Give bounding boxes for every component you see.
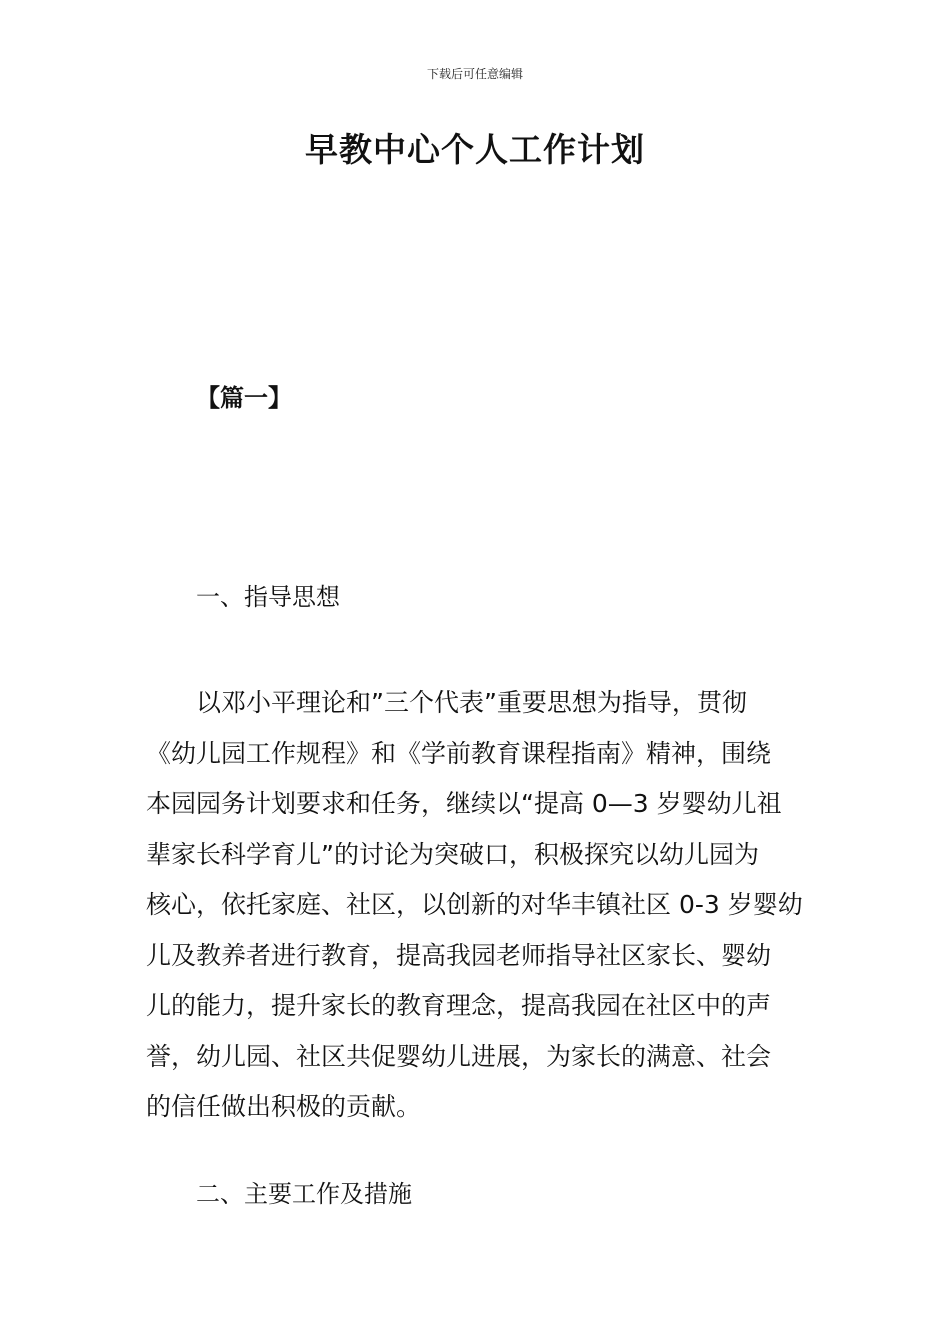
paragraph-line: 誉，幼儿园、社区共促婴幼儿进展，为家长的满意、社会 xyxy=(146,1041,772,1071)
paragraph-line: 的信任做出积极的贡献。 xyxy=(146,1092,422,1121)
section-marker: 【篇一】 xyxy=(196,384,292,412)
paragraph-line: 儿的能力，提升家长的教育理念，提高我园在社区中的声 xyxy=(146,991,772,1020)
paragraph-line: 核心，依托家庭、社区，以创新的对华丰镇社区 0-3 岁婴幼 xyxy=(146,890,803,919)
body-paragraph xyxy=(146,678,806,1133)
header-note: 下载后可任意编辑 xyxy=(426,67,523,81)
paragraph-line: 以邓小平理论和”三个代表”重要思想为指导，贯彻 xyxy=(196,688,747,717)
paragraph-line: 儿及教养者进行教育，提高我园老师指导社区家长、婴幼 xyxy=(146,940,772,970)
paragraph-line: 本园园务计划要求和任务，继续以“提高 0—3 岁婴幼儿祖 xyxy=(146,789,782,818)
paragraph-line: 《幼儿园工作规程》和《学前教育课程指南》精神，围绕 xyxy=(146,738,772,768)
document-title: 早教中心个人工作计划 xyxy=(305,130,645,169)
section-heading-main-work: 二、主要工作及措施 xyxy=(196,1180,412,1208)
paragraph-line: 辈家长科学育儿”的讨论为突破口，积极探究以幼儿园为 xyxy=(146,839,759,869)
section-heading-guiding-ideology: 一、指导思想 xyxy=(196,583,340,611)
